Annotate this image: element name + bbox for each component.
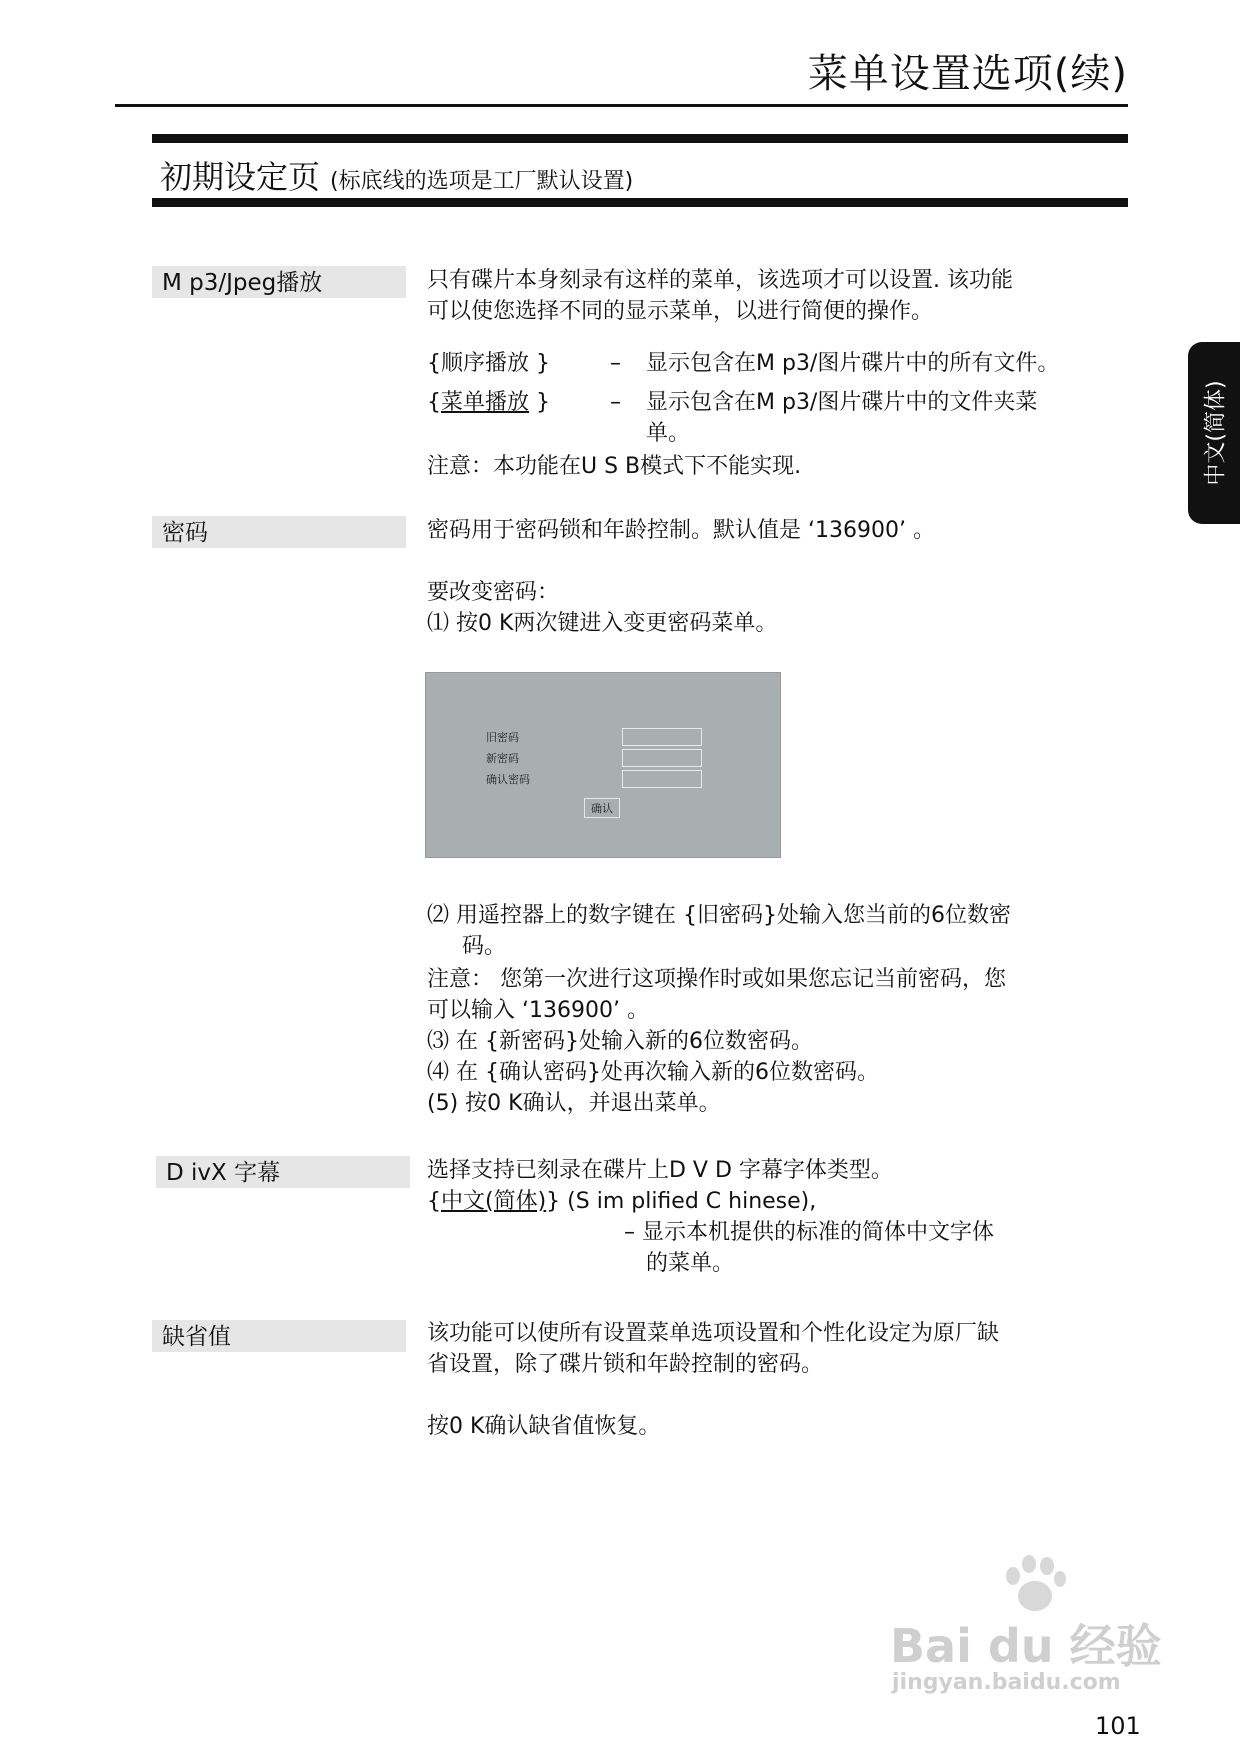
divx-option-desc2: 的菜单。	[646, 1251, 735, 1276]
mp3-option-menu	[427, 387, 550, 418]
opt2-open: {	[427, 390, 441, 415]
section-subtitle: (标底线的选项是工厂默认设置)	[330, 169, 634, 194]
password-note-line1: 注意： 您第一次进行这项操作时或如果您忘记当前密码，您	[427, 967, 1006, 992]
new-password-field[interactable]	[622, 749, 702, 767]
divx-opt-key: 中文(简体)	[441, 1189, 547, 1214]
divx-subtitle-label: D ivX 字幕	[156, 1156, 410, 1188]
language-side-tab	[1188, 342, 1240, 524]
divx-desc: 选择支持已刻录在碟片上D V D 字幕字体类型。	[427, 1158, 893, 1183]
password-step5: (5) 按0 K确认，并退出菜单。	[427, 1091, 721, 1116]
opt2-key: 菜单播放	[441, 390, 530, 415]
default-label: 缺省值	[152, 1320, 406, 1352]
password-step3: ⑶ 在 {新密码}处输入新的6位数密码。	[427, 1029, 813, 1054]
opt2-close: }	[529, 390, 551, 415]
section-title-text: 初期设定页	[160, 158, 321, 196]
mp3-desc-line2: 可以使您选择不同的显示菜单，以进行简便的操作。	[427, 299, 934, 324]
mp3-option1-dash: –	[610, 351, 621, 376]
paw-icon	[1000, 1555, 1070, 1615]
default-desc-line1: 该功能可以使所有设置菜单选项设置和个性化设定为原厂缺	[427, 1321, 1000, 1346]
mp3-option2-desc2: 单。	[646, 421, 691, 446]
header-rule	[115, 104, 1128, 107]
mp3-option-sequential: {顺序播放 }	[427, 351, 550, 376]
confirm-password-field[interactable]	[622, 770, 702, 788]
old-password-label: 旧密码	[486, 731, 519, 744]
mp3-option1-desc: 显示包含在M p3/图片碟片中的所有文件。	[646, 351, 1060, 376]
confirm-password-label: 确认密码	[486, 773, 530, 786]
section-title	[160, 152, 633, 198]
mp3-option2-desc1: 显示包含在M p3/图片碟片中的文件夹菜	[646, 390, 1038, 415]
password-step2-line1: ⑵ 用遥控器上的数字键在 {旧密码}处输入您当前的6位数密	[427, 903, 1011, 928]
password-label: 密码	[152, 516, 406, 548]
password-change-heading: 要改变密码：	[427, 580, 560, 605]
divx-opt-open: {	[427, 1189, 441, 1214]
side-tab-label: 中文(简体)	[1203, 380, 1229, 486]
password-step4: ⑷ 在 {确认密码}处再次输入新的6位数密码。	[427, 1060, 879, 1085]
old-password-field[interactable]	[622, 728, 702, 746]
section-bar-bottom	[152, 198, 1128, 207]
divx-opt-rest: } (S im plified C hinese),	[546, 1189, 817, 1214]
mp3-note: 注意：本功能在U S B模式下不能实现.	[427, 454, 802, 479]
baidu-watermark-url: jingyan.baidu.com	[892, 1670, 1121, 1695]
page-number: 101	[1095, 1712, 1141, 1740]
password-step1: ⑴ 按0 K两次键进入变更密码菜单。	[427, 611, 778, 636]
confirm-button[interactable]: 确认	[584, 798, 620, 818]
baidu-watermark-logo: Bai du 经验	[890, 1619, 1162, 1673]
new-password-label: 新密码	[486, 752, 519, 765]
default-desc-line2: 省设置，除了碟片锁和年龄控制的密码。	[427, 1352, 824, 1377]
mp3-jpeg-label: M p3/Jpeg播放	[152, 266, 406, 298]
password-note-line2: 可以输入 ‘136900’ 。	[427, 998, 649, 1023]
password-desc: 密码用于密码锁和年龄控制。默认值是 ‘136900’ 。	[427, 518, 935, 543]
password-step2-line2: 码。	[462, 934, 507, 959]
divx-option-desc1: – 显示本机提供的标准的简体中文字体	[624, 1220, 994, 1245]
divx-option	[427, 1186, 816, 1217]
change-password-dialog	[425, 672, 781, 858]
section-bar-top	[152, 134, 1128, 143]
mp3-desc-line1: 只有碟片本身刻录有这样的菜单，该选项才可以设置. 该功能	[427, 268, 1013, 293]
page-header-title: 菜单设置选项(续)	[807, 51, 1128, 97]
mp3-option2-dash: –	[610, 390, 621, 415]
default-ok-instruction: 按0 K确认缺省值恢复。	[427, 1414, 661, 1439]
